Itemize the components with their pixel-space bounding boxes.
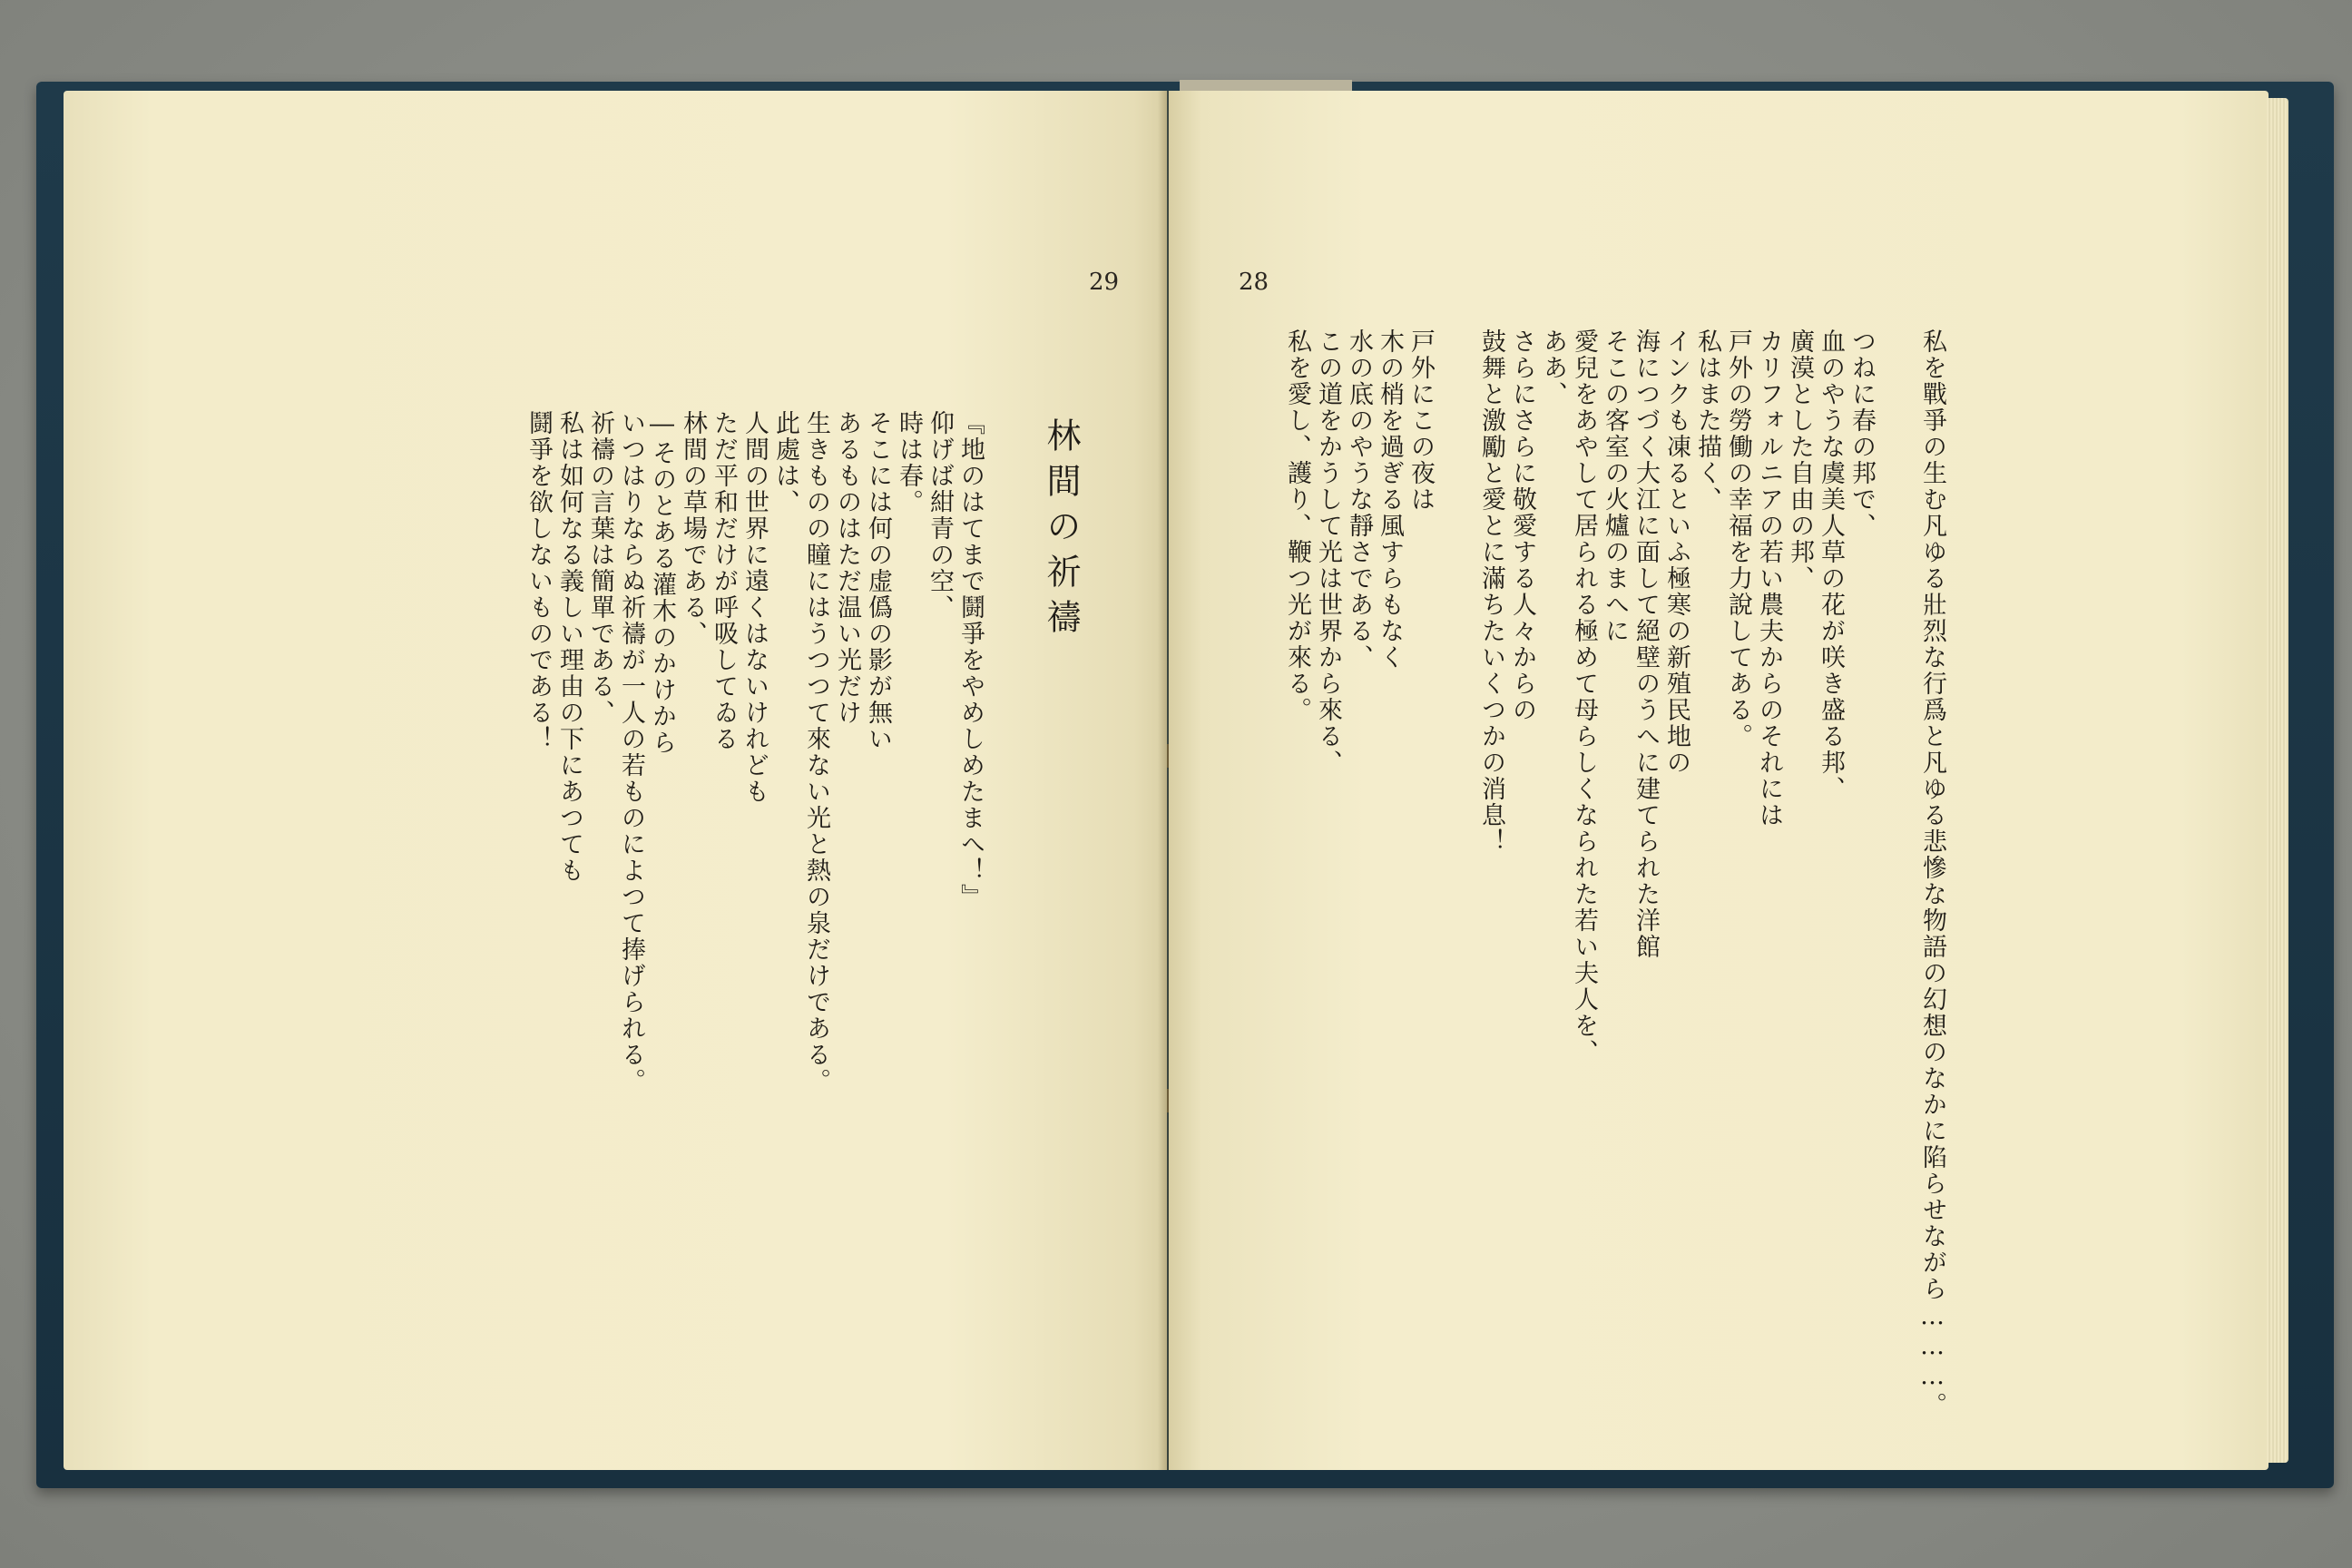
poem-line: いつはりならぬ祈禱が一人の若ものによつて捧げられる。 [617, 410, 645, 1094]
poem-line: 『地のはてまで鬪爭をやめしめたまへ！』 [956, 410, 985, 910]
poem-line: ああ、 [1539, 328, 1567, 407]
poem-line: 鼓舞と激勵と愛とに滿ちたいくつかの消息！ [1477, 328, 1505, 855]
page-edges [2267, 98, 2288, 1463]
page-number-right: 28 [1239, 269, 1269, 296]
poem-title: 林間の祈禱 [1041, 417, 1081, 644]
poem-line: 私は如何なる義しい理由の下にあつても [555, 410, 583, 884]
poem-line: さらにさらに敬愛する人々からの [1508, 328, 1536, 723]
poem-line: 廣漠とした自由の邦、 [1786, 328, 1814, 592]
poem-line: 私はまた描く、 [1693, 328, 1721, 513]
poem-line: 愛兒をあやして居られる極めて母らしくなられた若い夫人を、 [1570, 328, 1598, 1065]
right-page [1169, 91, 2269, 1470]
poem-line: あるものはただ温い光だけ [833, 410, 861, 726]
poem-line: そこの客室の火爐のまへに [1601, 328, 1629, 644]
poem-line: 林間の草場である、 [679, 410, 707, 647]
poem-line: 私を愛し、護り、鞭つ光が來る。 [1283, 328, 1311, 723]
poem-line: 戸外の勞働の幸福を力說してある。 [1724, 328, 1752, 750]
poem-line: 血のやうな虞美人草の花が咲き盛る邦、 [1817, 328, 1845, 802]
poem-line: そこには何の虚僞の影が無い [864, 410, 892, 752]
left-page [64, 91, 1167, 1470]
poem-line: 此處は、 [771, 410, 799, 515]
poem-line: 祈禱の言葉は簡單である、 [586, 410, 614, 726]
poem-line: 時は春。 [895, 410, 923, 515]
poem-line: ―そのとある灌木のかけから [648, 410, 676, 756]
poem-line: ただ平和だけが呼吸してゐる [710, 410, 738, 752]
page-number-left: 29 [1089, 269, 1120, 296]
poem-line: インクも凍るといふ極寒の新殖民地の [1662, 328, 1690, 776]
poem-line: この道をかうして光は世界から來る、 [1314, 328, 1342, 776]
poem-line: 鬪爭を欲しないものである！ [524, 410, 553, 752]
poem-line: 仰げば紺青の空、 [926, 410, 954, 621]
poem-line: 戸外にこの夜は [1406, 328, 1435, 513]
poem-line: 人間の世界に遠くはないけれども [740, 410, 769, 805]
poem-line: 私を戰爭の生む凡ゆる壯烈な行爲と凡ゆる悲慘な物語の幻想のなかに陷らせながら………。 [1918, 328, 1946, 1418]
poem-line: 海につづく大江に面して絕壁のうへに建てられた洋館 [1632, 328, 1660, 960]
poem-line: つねに春の邦で、 [1847, 328, 1876, 539]
poem-line: 生きものの瞳にはうつつて來ない光と熱の泉だけである。 [802, 410, 830, 1094]
poem-line: 木の梢を過ぎる風すらもなく [1376, 328, 1404, 671]
poem-line: 水の底のやうな靜さである、 [1345, 328, 1373, 671]
poem-line: カリフォルニアの若い農夫からのそれには [1755, 328, 1783, 828]
